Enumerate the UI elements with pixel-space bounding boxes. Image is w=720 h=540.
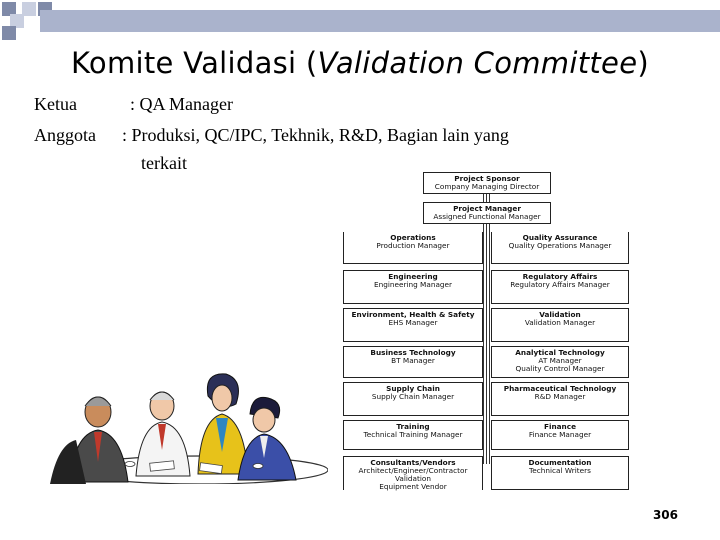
header-band xyxy=(40,10,720,32)
org-box-right: Validation Validation Manager xyxy=(491,308,629,342)
org-box-top: Project Manager Assigned Functional Manager xyxy=(423,202,551,224)
org-box-left: Engineering Engineering Manager xyxy=(343,270,483,304)
org-chart xyxy=(343,172,633,490)
org-box-right: Pharmaceutical Technology R&D Manager xyxy=(491,382,629,416)
org-box-right: Documentation Technical Writers xyxy=(491,456,629,490)
anggota-label: Anggota xyxy=(34,125,96,145)
person-1-figure xyxy=(50,397,128,484)
anggota-value-cont: terkait xyxy=(141,153,187,173)
org-box-left: Training Technical Training Manager xyxy=(343,420,483,450)
slide-title: Komite Validasi (Validation Committee) xyxy=(71,46,649,80)
decor-square xyxy=(22,2,36,16)
connector-line xyxy=(486,194,487,464)
org-box-right: Analytical Technology AT Manager Quality Control Manager xyxy=(491,346,629,378)
decor-square xyxy=(2,26,16,40)
anggota-value: : Produksi, QC/IPC, Tekhnik, R&D, Bagian lain yang xyxy=(122,125,509,145)
connector-line xyxy=(483,194,484,464)
org-box-right: Quality Assurance Quality Operations Manager xyxy=(491,232,629,264)
org-box-left: Supply Chain Supply Chain Manager xyxy=(343,382,483,416)
header-decoration xyxy=(0,0,720,40)
org-box-left: Consultants/Vendors Architect/Engineer/Contractor Validation Equipment Vendor xyxy=(343,456,483,490)
connector-line xyxy=(489,194,490,464)
person-3-figure xyxy=(198,374,248,474)
meeting-clipart xyxy=(50,372,328,484)
org-box-left: Operations Production Manager xyxy=(343,232,483,264)
org-box-left: Environment, Health & Safety EHS Manager xyxy=(343,308,483,342)
org-box-top: Project Sponsor Company Managing Director xyxy=(423,172,551,194)
person-4-figure xyxy=(238,397,296,480)
org-box-right: Regulatory Affairs Regulatory Affairs Manager xyxy=(491,270,629,304)
ketua-value: : QA Manager xyxy=(130,94,233,114)
org-box-left: Business Technology BT Manager xyxy=(343,346,483,378)
ketua-label: Ketua xyxy=(34,94,77,114)
page-number: 306 xyxy=(652,508,678,522)
org-box-right: Finance Finance Manager xyxy=(491,420,629,450)
